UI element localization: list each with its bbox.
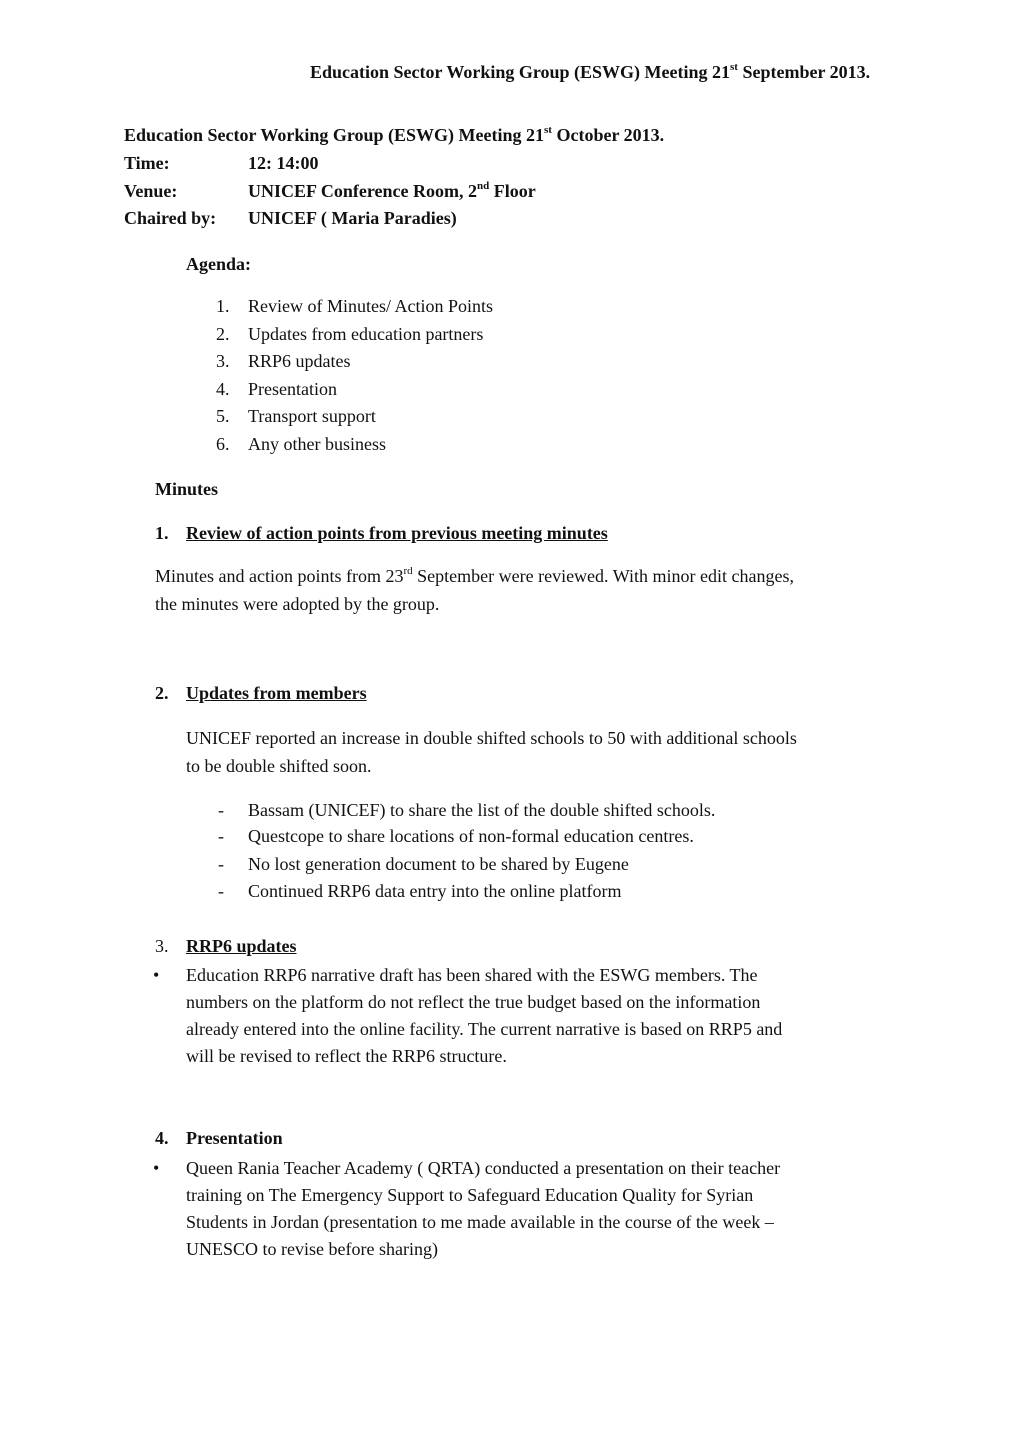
dash-marker: -	[218, 826, 224, 846]
section-updates-heading: Updates from members	[186, 683, 367, 703]
agenda-item-number: 4.	[216, 379, 230, 399]
paragraph-line: Queen Rania Teacher Academy ( QRTA) conducted a presentation on their teacher	[186, 1158, 781, 1178]
section-rrp6-heading: RRP6 updates	[186, 936, 297, 956]
action-item: Bassam (UNICEF) to share the list of the double shifted schools.	[248, 800, 716, 820]
venue-label: Venue:	[124, 181, 178, 201]
paragraph-line: Education RRP6 narrative draft has been shared with the ESWG members. The	[186, 965, 758, 985]
section-review-line2: the minutes were adopted by the group.	[155, 594, 440, 614]
section-number: 3.	[155, 936, 169, 956]
agenda-item-transport: Transport support	[248, 406, 376, 426]
agenda-item-presentation: Presentation	[248, 379, 337, 399]
paragraph-line: will be revised to reflect the RRP6 structure.	[186, 1046, 507, 1066]
review-text: Minutes and action points from 23	[155, 566, 404, 586]
venue-sup: nd	[476, 180, 490, 192]
bullet-marker: •	[153, 965, 160, 985]
section-rrp6-paragraph	[186, 962, 782, 1070]
agenda-item-rrp6: RRP6 updates	[248, 351, 351, 371]
running-header	[310, 62, 870, 83]
paragraph-line: Students in Jordan (presentation to me made available in the course of the week –	[186, 1212, 774, 1232]
meeting-title-text: Education Sector Working Group (ESWG) Meeting 21	[124, 125, 545, 145]
paragraph-line: training on The Emergency Support to Safeguard Education Quality for Syrian	[186, 1185, 754, 1205]
venue-floor: Floor	[489, 181, 536, 201]
section-updates-line2: to be double shifted soon.	[186, 756, 372, 776]
chair-label: Chaired by:	[124, 208, 217, 228]
dash-marker: -	[218, 800, 224, 820]
action-item: No lost generation document to be shared by Eugene	[248, 854, 629, 874]
paragraph-line: already entered into the online facility. The current narrative is based on RRP5 and	[186, 1019, 783, 1039]
section-review-heading: Review of action points from previous meeting minutes	[186, 523, 608, 543]
venue-value	[248, 181, 536, 202]
time-value: 12: 14:00	[248, 153, 319, 173]
section-presentation-paragraph	[186, 1155, 780, 1263]
chair-value: UNICEF ( Maria Paradies)	[248, 208, 457, 228]
review-text-rest: September were reviewed. With minor edit changes,	[412, 566, 794, 586]
section-updates-line1: UNICEF reported an increase in double shifted schools to 50 with additional schools	[186, 728, 797, 748]
running-header-date: September 2013.	[737, 62, 871, 82]
venue-text: UNICEF Conference Room, 2	[248, 181, 477, 201]
agenda-item-number: 5.	[216, 406, 230, 426]
agenda-item-number: 1.	[216, 296, 230, 316]
dash-marker: -	[218, 881, 224, 901]
agenda-item-updates: Updates from education partners	[248, 324, 484, 344]
section-number: 2.	[155, 683, 169, 703]
action-item: Questcope to share locations of non-formal education centres.	[248, 826, 694, 846]
review-sup: rd	[403, 565, 413, 577]
action-item: Continued RRP6 data entry into the online platform	[248, 881, 622, 901]
agenda-heading: Agenda:	[186, 254, 252, 274]
running-header-sup: st	[730, 61, 738, 73]
section-number: 1.	[155, 523, 169, 543]
paragraph-line: numbers on the platform do not reflect the true budget based on the information	[186, 992, 761, 1012]
meeting-title	[124, 125, 664, 146]
paragraph-line: UNESCO to revise before sharing)	[186, 1239, 438, 1259]
agenda-item-review: Review of Minutes/ Action Points	[248, 296, 493, 316]
agenda-item-aob: Any other business	[248, 434, 386, 454]
section-presentation-heading: Presentation	[186, 1128, 283, 1148]
agenda-item-number: 6.	[216, 434, 230, 454]
agenda-item-number: 3.	[216, 351, 230, 371]
section-review-line1	[155, 566, 794, 587]
running-header-text: Education Sector Working Group (ESWG) Meeting 21	[310, 62, 731, 82]
meeting-title-sup: st	[544, 124, 552, 136]
bullet-marker: •	[153, 1158, 160, 1178]
agenda-item-number: 2.	[216, 324, 230, 344]
time-label: Time:	[124, 153, 170, 173]
meeting-title-date: October 2013.	[551, 125, 665, 145]
minutes-heading: Minutes	[155, 479, 218, 499]
dash-marker: -	[218, 854, 224, 874]
section-number: 4.	[155, 1128, 169, 1148]
